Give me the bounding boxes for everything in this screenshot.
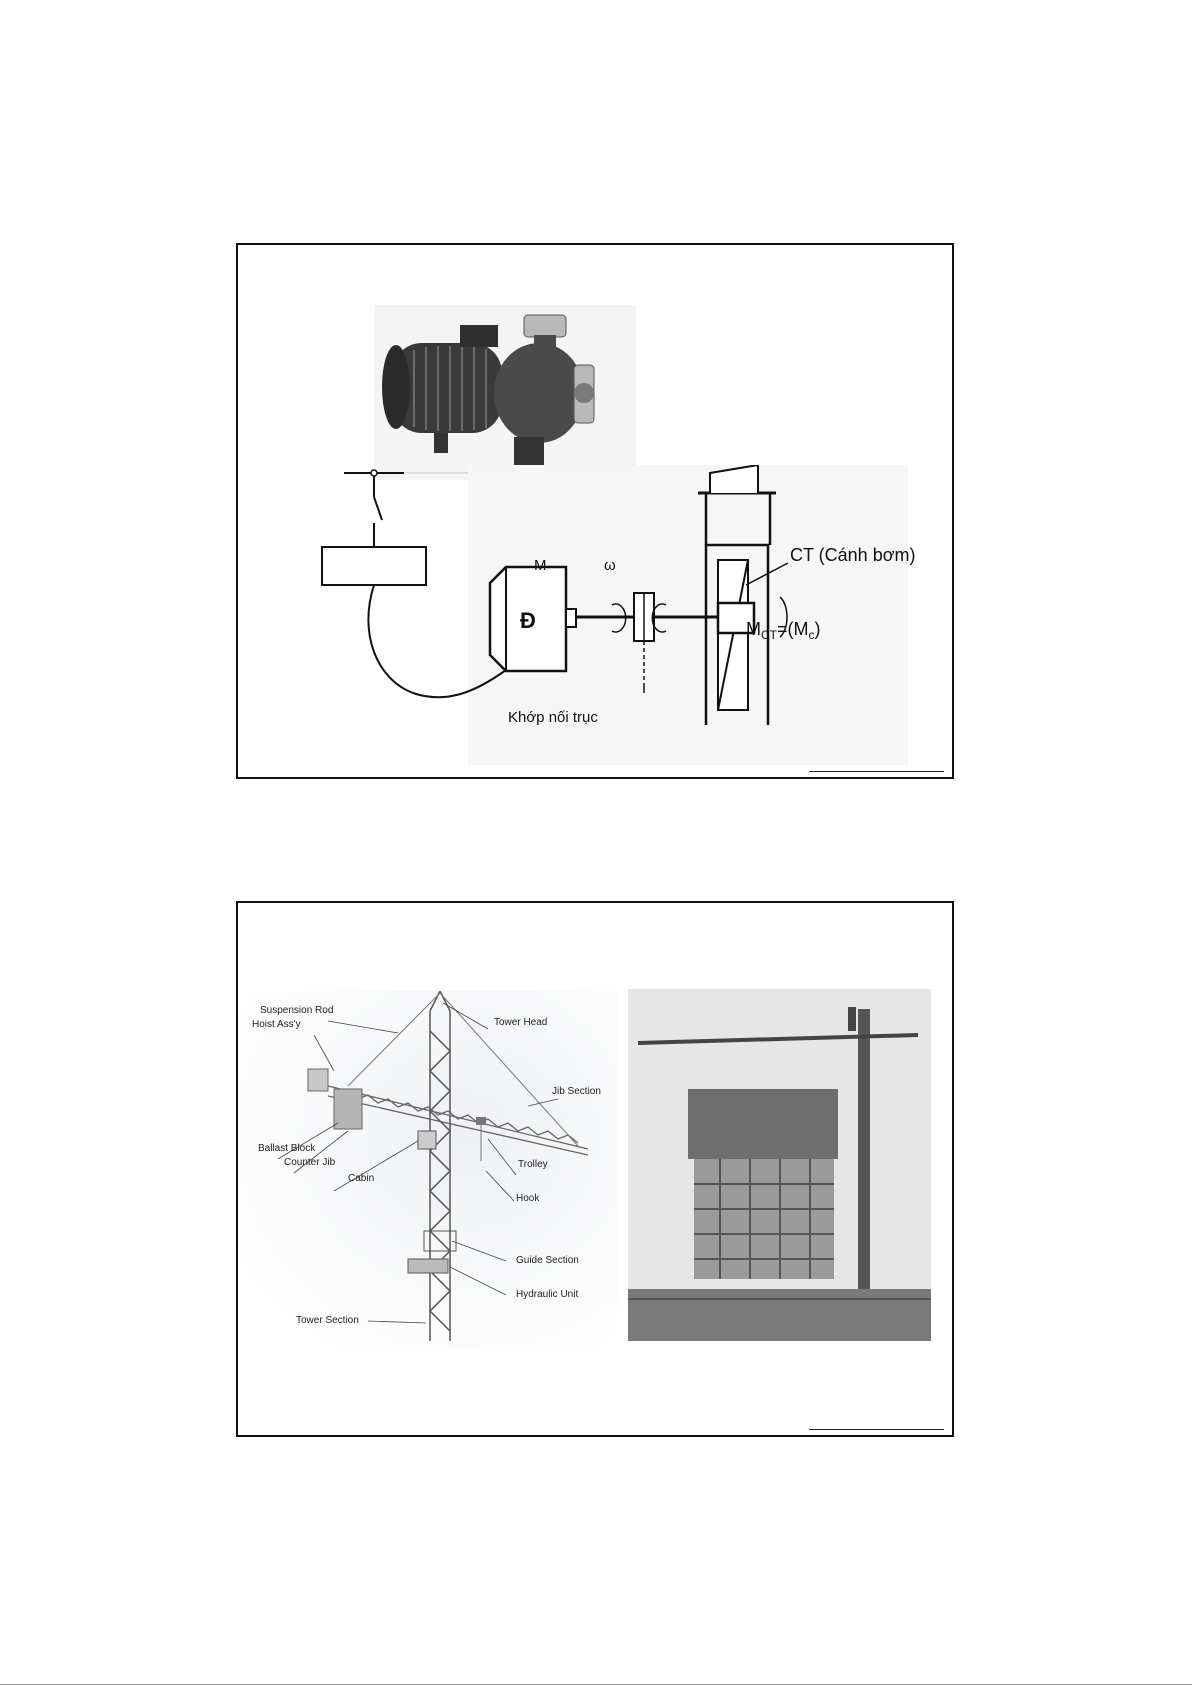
load-torque-subscript: CT	[761, 628, 777, 642]
label-suspension-rod: Suspension Rod	[260, 1005, 334, 1016]
label-jib-section: Jib Section	[552, 1086, 601, 1097]
construction-site-photo	[628, 989, 931, 1341]
speed-label: ω	[604, 557, 616, 574]
slide-footer-rule	[809, 1429, 944, 1430]
slide-footer-rule	[809, 771, 944, 772]
centrifugal-pump-photo	[374, 305, 636, 480]
load-torque-label	[746, 619, 821, 642]
label-hoist-assy: Hoist Ass'y	[252, 1019, 301, 1030]
load-torque-equals: =	[777, 619, 788, 639]
label-trolley: Trolley	[518, 1159, 548, 1170]
coupling-label: Khớp nối trục	[508, 709, 598, 726]
label-hydraulic-unit: Hydraulic Unit	[516, 1289, 579, 1300]
load-torque-main: M	[746, 619, 761, 639]
motor-label: Đ	[520, 608, 536, 633]
label-tower-section: Tower Section	[296, 1315, 359, 1326]
label-hook: Hook	[516, 1193, 540, 1204]
load-torque-paren-subscript: c	[808, 628, 815, 642]
slide-pump-drive	[236, 243, 954, 779]
load-torque-paren-main: (M	[787, 619, 809, 639]
load-torque-close: )	[814, 619, 821, 639]
slide-tower-crane	[236, 901, 954, 1437]
pump-drive-schematic	[298, 465, 918, 765]
label-cabin: Cabin	[348, 1173, 375, 1184]
label-guide-section: Guide Section	[516, 1255, 579, 1266]
label-ballast-block: Ballast Block	[258, 1143, 316, 1154]
torque-label: M	[534, 557, 547, 574]
impeller-label: CT (Cánh bơm)	[790, 545, 916, 565]
label-tower-head: Tower Head	[494, 1017, 548, 1028]
label-counter-jib: Counter Jib	[284, 1157, 336, 1168]
